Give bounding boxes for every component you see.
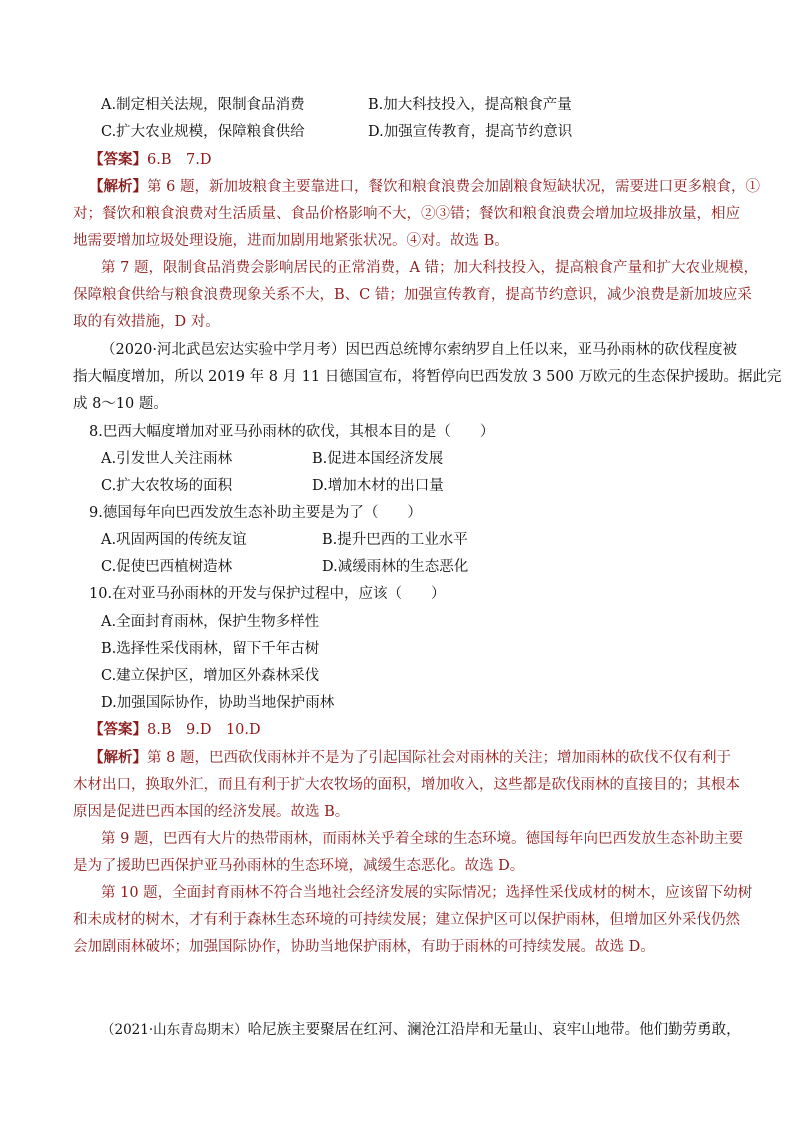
answer-tag: 【答案】 xyxy=(89,151,147,168)
analysis-tag: 【解析】 xyxy=(89,178,147,195)
analysis-line: 第 7 题，限制食品消费会影响居民的正常消费，A 错；加大科技投入，提高粮食产量和扩大农业规模， xyxy=(101,260,759,276)
q7-option-c: C.扩大农业规模，保障粮食供给 xyxy=(101,124,305,140)
answer-text: 6.B 7.D xyxy=(147,152,212,168)
q9-option-b: B.提升巴西的工业水平 xyxy=(322,532,468,548)
analysis-line: 第 8 题，巴西砍伐雨林并不是为了引起国际社会对雨林的关注；增加雨林的砍伐不仅有利于 xyxy=(147,750,731,766)
q10-option-d: D.加强国际协作，协助当地保护雨林 xyxy=(101,695,335,711)
q9-stem: 9.德国每年向巴西发放生态补助主要是为了（ ） xyxy=(89,505,422,521)
q7-option-a: A.制定相关法规，限制食品消费 xyxy=(101,97,305,113)
passage-text: 哈尼族主要聚居在红河、澜沧江沿岸和无量山、哀牢山地带。他们勤劳勇敢， xyxy=(247,1022,741,1038)
passage-3 xyxy=(101,1020,741,1040)
passage-source: （2021·山东青岛期末） xyxy=(101,1022,248,1038)
answer-block-1 xyxy=(89,150,211,170)
analysis-line: 第 9 题，巴西有大片的热带雨林，而雨林关乎着全球的生态环境。德国每年向巴西发放生态补助主要 xyxy=(101,831,743,847)
passage-line: 指大幅度增加，所以 2019 年 8 月 11 日德国宣布，将暂停向巴西发放 3 500 万欧元的生态保护援助。据此完 xyxy=(73,369,782,385)
q7-option-d: D.加强宣传教育，提高节约意识 xyxy=(368,124,573,140)
q8-option-d: D.增加木材的出口量 xyxy=(312,478,444,494)
analysis-line: 第 10 题，全面封育雨林不符合当地社会经济发展的实际情况；选择性采伐成材的树木，应该留下幼树 xyxy=(101,885,753,901)
q10-option-a: A.全面封育雨林，保护生物多样性 xyxy=(101,614,320,630)
analysis-block-2 xyxy=(89,748,731,768)
q9-option-d: D.减缓雨林的生态恶化 xyxy=(322,559,469,575)
answer-text: 8.B 9.D 10.D xyxy=(147,722,261,738)
answer-tag: 【答案】 xyxy=(89,721,147,738)
analysis-tag: 【解析】 xyxy=(89,749,147,766)
analysis-line: 对；餐饮和粮食浪费对生活质量、食品价格影响不大，②③错；餐饮和粮食浪费会增加垃圾排放量，相应 xyxy=(73,206,740,222)
q8-option-c: C.扩大农牧场的面积 xyxy=(101,478,233,494)
analysis-line: 是为了援助巴西保护亚马孙雨林的生态环境，减缓生态恶化。故选 D。 xyxy=(73,858,525,874)
q9-option-c: C.促使巴西植树造林 xyxy=(101,559,233,575)
analysis-line: 木材出口，换取外汇，而且有利于扩大农牧场的面积，增加收入，这些都是砍伐雨林的直接目的；其根本 xyxy=(73,777,740,793)
q8-stem: 8.巴西大幅度增加对亚马孙雨林的砍伐，其根本目的是（ ） xyxy=(89,424,495,440)
analysis-line: 取的有效措施，D 对。 xyxy=(73,314,220,330)
passage-line: 成 8～10 题。 xyxy=(73,396,168,412)
analysis-block-1 xyxy=(89,177,760,197)
analysis-line: 原因是促进巴西本国的经济发展。故选 B。 xyxy=(73,804,350,820)
analysis-line: 保障粮食供给与粮食浪费现象关系不大，B、C 错；加强宣传教育，提高节约意识，减少浪费是新加坡应采 xyxy=(73,287,752,303)
analysis-line: 会加剧雨林破坏；加强国际协作，协助当地保护雨林，有助于雨林的可持续发展。故选 D。 xyxy=(73,939,655,955)
q7-option-b: B.加大科技投入，提高粮食产量 xyxy=(368,97,572,113)
q8-option-a: A.引发世人关注雨林 xyxy=(101,451,233,467)
q8-option-b: B.促进本国经济发展 xyxy=(312,451,444,467)
q10-stem: 10.在对亚马孙雨林的开发与保护过程中，应该（ ） xyxy=(89,586,446,602)
q9-option-a: A.巩固两国的传统友谊 xyxy=(101,532,247,548)
q10-option-c: C.建立保护区，增加区外森林采伐 xyxy=(101,668,320,684)
answer-block-2 xyxy=(89,720,261,740)
q10-option-b: B.选择性采伐雨林，留下千年古树 xyxy=(101,641,320,657)
analysis-line: 第 6 题，新加坡粮食主要靠进口，餐饮和粮食浪费会加剧粮食短缺状况，需要进口更多粮食，① xyxy=(147,179,760,195)
analysis-line: 地需要增加垃圾处理设施，进而加剧用地紧张状况。④对。故选 B。 xyxy=(73,233,509,249)
analysis-line: 和未成材的树木，才有利于森林生态环境的可持续发展；建立保护区可以保护雨林，但增加区外采伐仍然 xyxy=(73,912,740,928)
passage-line: （2020·河北武邑宏达实验中学月考）因巴西总统博尔索纳罗自上任以来，亚马孙雨林的砍伐程度被 xyxy=(101,342,738,358)
